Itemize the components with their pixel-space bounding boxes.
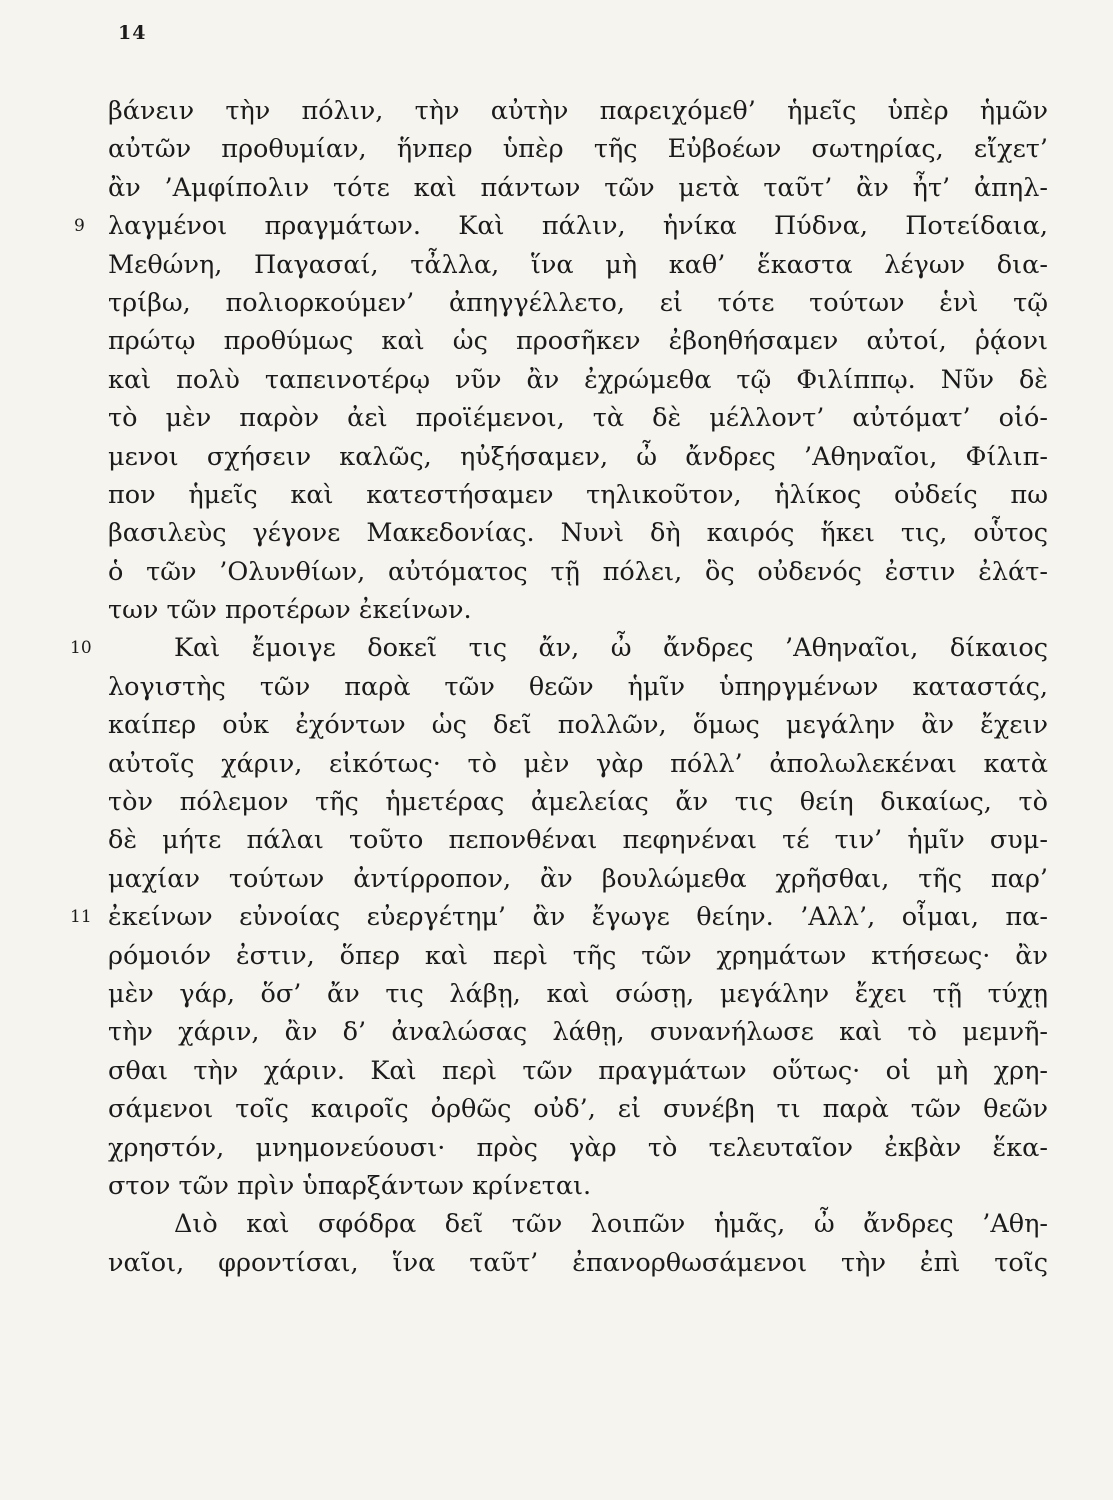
line-text: λογιστὴς τῶν παρὰ τῶν θεῶν ἡμῖν ὑπηργμένων καταστάς, xyxy=(108,671,1048,702)
line-text: πον ἡμεῖς καὶ κατεστήσαμεν τηλικοῦτον, ἡλίκος οὐδείς πω xyxy=(108,479,1048,510)
text-line xyxy=(74,207,1048,245)
text-line xyxy=(108,1167,1048,1205)
text-line xyxy=(108,591,1048,629)
text-line xyxy=(108,668,1048,706)
line-text: ὁ τῶν ’Ολυνθίων, αὐτόματος τῇ πόλει, ὃς οὐδενός ἐστιν ἐλάτ- xyxy=(108,556,1048,587)
text-line xyxy=(70,898,1048,936)
line-text: δὲ μήτε πάλαι τοῦτο πεπονθέναι πεφηνέναι τέ τιν’ ἡμῖν συμ- xyxy=(108,825,1048,856)
text-line xyxy=(108,553,1048,591)
text-line xyxy=(108,169,1048,207)
line-text: βασιλεὺς γέγονε Μακεδονίας. Νυνὶ δὴ καιρός ἥκει τις, οὗτος xyxy=(108,518,1048,549)
text-line xyxy=(108,361,1048,399)
page-number: 14 xyxy=(118,22,147,44)
text-line xyxy=(108,92,1048,130)
text-line xyxy=(108,975,1048,1013)
text-line xyxy=(108,284,1048,322)
line-text: χρηστόν, μνημονεύουσι· πρὸς γὰρ τὸ τελευταῖον ἐκβὰν ἕκα- xyxy=(108,1132,1048,1163)
section-number: 9 xyxy=(74,216,85,237)
text-line xyxy=(108,860,1048,898)
text-line xyxy=(108,1129,1048,1167)
text-line xyxy=(108,821,1048,859)
line-text: τὸ μὲν παρὸν ἀεὶ προϊέμενοι, τὰ δὲ μέλλοντ’ αὐτόματ’ οἰό- xyxy=(108,403,1048,434)
text-line xyxy=(108,1013,1048,1051)
section-number: 11 xyxy=(70,907,92,928)
line-text: μὲν γάρ, ὅσ’ ἄν τις λάβῃ, καὶ σώσῃ, μεγάλην ἔχει τῇ τύχῃ xyxy=(108,978,1048,1009)
text-line xyxy=(108,246,1048,284)
line-text: ρόμοιόν ἐστιν, ὅπερ καὶ περὶ τῆς τῶν χρημάτων κτήσεως· ἂν xyxy=(108,940,1048,971)
line-text: αὐτοῖς χάριν, εἰκότως· τὸ μὲν γὰρ πόλλ’ ἀπολωλεκέναι κατὰ xyxy=(108,748,1048,779)
text-line xyxy=(108,476,1048,514)
line-text: τὸν πόλεμον τῆς ἡμετέρας ἀμελείας ἄν τις θείη δικαίως, τὸ xyxy=(108,787,1048,818)
line-text: σάμενοι τοῖς καιροῖς ὀρθῶς οὐδ’, εἰ συνέβη τι παρὰ τῶν θεῶν xyxy=(108,1094,1048,1125)
line-text: ἂν ’Αμφίπολιν τότε καὶ πάντων τῶν μετὰ ταῦτ’ ἂν ἦτ’ ἀπηλ- xyxy=(108,172,1048,203)
text-line xyxy=(108,399,1048,437)
line-text: Μεθώνη, Παγασαί, τἆλλα, ἵνα μὴ καθ’ ἕκαστα λέγων δια- xyxy=(108,249,1048,280)
line-text: μαχίαν τούτων ἀντίρροπον, ἂν βουλώμεθα χρῆσθαι, τῆς παρ’ xyxy=(108,863,1048,894)
body-text xyxy=(70,92,1048,1282)
line-text: τὴν χάριν, ἂν δ’ ἀναλώσας λάθῃ, συνανήλωσε καὶ τὸ μεμνῆ- xyxy=(108,1017,1048,1048)
line-text: βάνειν τὴν πόλιν, τὴν αὐτὴν παρειχόμεθ’ ἡμεῖς ὑπὲρ ἡμῶν xyxy=(108,96,1048,126)
line-text: ἐκείνων εὐνοίας εὐεργέτημ’ ἂν ἔγωγε θείην. ’Αλλ’, οἶμαι, πα- xyxy=(108,902,1048,933)
line-text: αὐτῶν προθυμίαν, ἥνπερ ὑπὲρ τῆς Εὐβοέων σωτηρίας, εἴχετ’ xyxy=(108,134,1048,165)
text-line xyxy=(108,937,1048,975)
text-line xyxy=(108,438,1048,476)
text-line xyxy=(108,130,1048,168)
section-number: 10 xyxy=(70,638,92,659)
text-line xyxy=(108,783,1048,821)
line-text: λαγμένοι πραγμάτων. Καὶ πάλιν, ἡνίκα Πύδνα, Ποτείδαια, xyxy=(108,211,1048,242)
line-text: σθαι τὴν χάριν. Καὶ περὶ τῶν πραγμάτων οὕτως· οἱ μὴ χρη- xyxy=(108,1055,1048,1086)
text-line xyxy=(108,706,1048,744)
line-text: Καὶ ἔμοιγε δοκεῖ τις ἄν, ὦ ἄνδρες ’Αθηναῖοι, δίκαιος xyxy=(174,633,1048,664)
text-line xyxy=(108,322,1048,360)
line-text: Διὸ καὶ σφόδρα δεῖ τῶν λοιπῶν ἡμᾶς, ὦ ἄνδρες ’Αθη- xyxy=(174,1209,1048,1240)
text-line xyxy=(108,1052,1048,1090)
text-line xyxy=(70,629,1048,667)
line-text: ναῖοι, φροντίσαι, ἵνα ταῦτ’ ἐπανορθωσάμενοι τὴν ἐπὶ τοῖς xyxy=(108,1247,1048,1278)
text-line xyxy=(108,1205,1048,1243)
line-text: μενοι σχήσειν καλῶς, ηὐξήσαμεν, ὦ ἄνδρες ’Αθηναῖοι, Φίλιπ- xyxy=(108,441,1048,472)
line-text: των τῶν προτέρων ἐκείνων. xyxy=(108,595,472,626)
line-text: καίπερ οὐκ ἐχόντων ὡς δεῖ πολλῶν, ὅμως μεγάλην ἂν ἔχειν xyxy=(108,710,1048,741)
line-text: τρίβω, πολιορκούμεν’ ἀπηγγέλλετο, εἰ τότε τούτων ἑνὶ τῷ xyxy=(108,287,1048,318)
line-text: στον τῶν πρὶν ὑπαρξάντων κρίνεται. xyxy=(108,1170,592,1201)
text-line xyxy=(108,1244,1048,1282)
text-line xyxy=(108,1090,1048,1128)
line-text: πρώτῳ προθύμως καὶ ὡς προσῆκεν ἐβοηθήσαμεν αὐτοί, ῥᾴονι xyxy=(108,326,1048,357)
text-line xyxy=(108,514,1048,552)
text-line xyxy=(108,745,1048,783)
line-text: καὶ πολὺ ταπεινοτέρῳ νῦν ἂν ἐχρώμεθα τῷ Φιλίππῳ. Νῦν δὲ xyxy=(108,364,1048,395)
